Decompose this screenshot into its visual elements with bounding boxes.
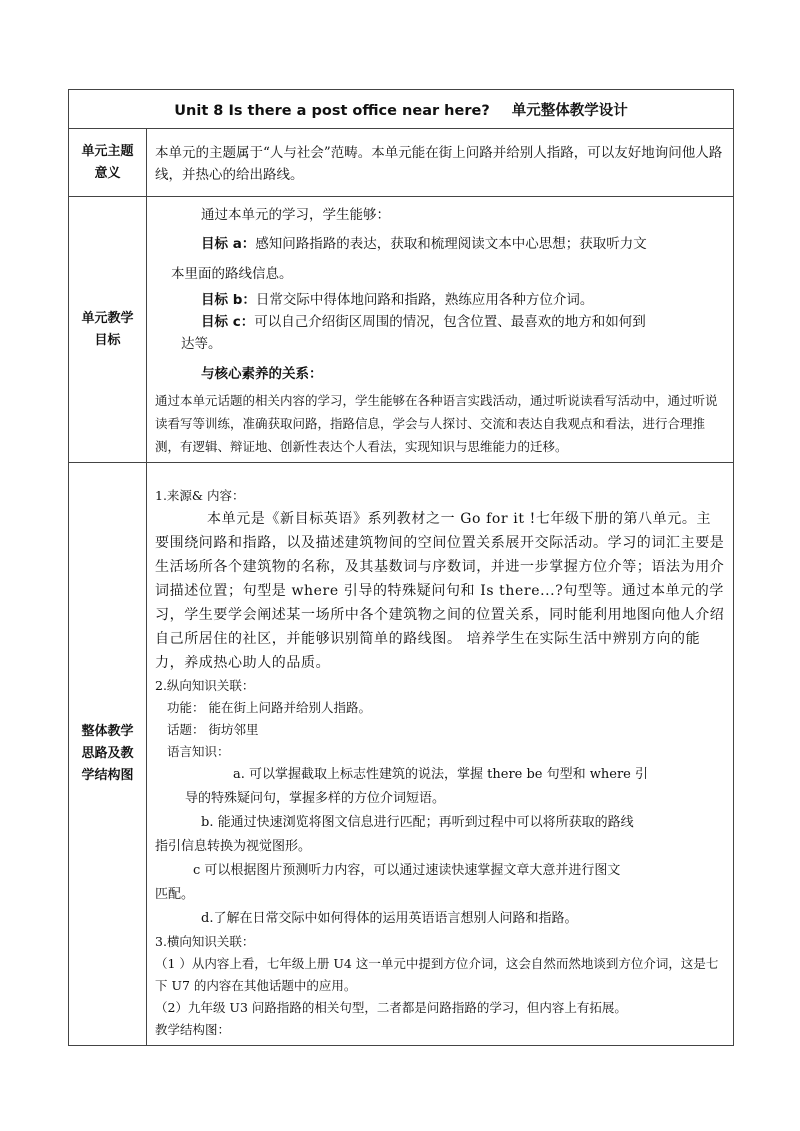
unit-design-table bbox=[68, 89, 734, 1046]
table-title bbox=[69, 90, 734, 129]
core-competency-text: 通过本单元话题的相关内容的学习，学生能够在各种语言实践活动，通过听说读看写活动中，通过听说读看写等训练，准确获取问路，指路信息，学会与人探讨、交流和表达自我观点和看法，进行合理推测，有逻辑、辩证地、创新性表达个人看法，实现知识与思维能力的迁移。 bbox=[155, 393, 718, 454]
language-item-a-cont: 导的特殊疑问句，掌握多样的方位介词短语。 bbox=[185, 791, 446, 806]
function-line: 功能： 能在街上问路并给别人指路。 bbox=[167, 700, 371, 715]
overall-label-line2: 思路及教 bbox=[81, 746, 134, 761]
goal-c-cont: 达等。 bbox=[181, 336, 222, 352]
unit-title: Unit 8 Is there a post office near here? bbox=[174, 102, 490, 119]
goal-a-tag: 目标 a： bbox=[201, 236, 256, 252]
goals-label-line2: 目标 bbox=[94, 332, 121, 348]
source-text-body: 本单元是《新目标英语》系列教材之一 Go for it !七年级下册的第八单元。主要围绕问路和指路，以及描述建筑物间的空间位置关系展开交际活动。学习的词汇主要是生活场所各个建筑物的名称，及其基数词与序数词，并进一步掌握方位介等；语法为用介词描述位置；句型是 where 引导的特殊疑问句和 Is there...?句型等。通过本单元的学习，学生要学会阐述某一场所中各个建筑物之间的位置关系，同时能利用地图向他人介绍自己所居住的社区，并能够识别简单的路线图。 培养学生在实际生活中辨别方向的能力，养成热心助人的品质。 bbox=[155, 511, 725, 671]
goal-a bbox=[155, 229, 725, 259]
language-item-a: a. 可以掌握截取上标志性建筑的说法，掌握 there be 句型和 where 引 bbox=[233, 767, 648, 782]
theme-row bbox=[69, 129, 734, 197]
theme-text: 本单元的主题属于“人与社会”范畴。本单元能在街上问路并给别人指路，可以友好地询问他人路线，并热心的给出路线。 bbox=[155, 145, 723, 183]
structure-heading: 教学结构图： bbox=[155, 1022, 231, 1037]
horizontal-heading: 3.横向知识关联： bbox=[155, 934, 255, 949]
overall-label-line1: 整体教学 bbox=[81, 724, 134, 739]
theme-label bbox=[69, 129, 147, 197]
goal-b-text: 日常交际中得体地问路和指路，熟练应用各种方位介词。 bbox=[255, 292, 594, 308]
goals-content bbox=[147, 197, 734, 463]
design-title: 单元整体教学设计 bbox=[511, 102, 628, 119]
horizontal-item-2: （2）九年级 U3 问路指路的相关句型，二者都是问路指路的学习，但内容上有拓展。 bbox=[155, 1000, 627, 1015]
goal-a-text: 感知问路指路的表达，获取和梳理阅读文本中心思想；获取听力文 bbox=[255, 236, 647, 252]
language-item-c: c 可以根据图片预测听力内容，可以通过速读快速掌握文章大意并进行图文 bbox=[193, 863, 621, 878]
source-heading: 1.来源& 内容： bbox=[155, 488, 245, 503]
horizontal-item-1: （1 ）从内容上看，七年级上册 U4 这一单元中提到方位介词，这会自然而然地谈到方位介词，这是七下 U7 的内容在其他话题中的应用。 bbox=[155, 956, 719, 993]
title-row bbox=[69, 90, 734, 129]
goal-b bbox=[155, 289, 725, 311]
goals-label-line1: 单元教学 bbox=[81, 310, 134, 326]
language-heading: 语言知识： bbox=[167, 744, 230, 759]
topic-line: 话题： 街坊邻里 bbox=[167, 722, 259, 737]
goals-row bbox=[69, 197, 734, 463]
language-item-b-cont: 指引信息转换为视觉图形。 bbox=[155, 839, 312, 854]
goal-c bbox=[155, 311, 725, 333]
theme-label-line2: 意义 bbox=[94, 165, 121, 181]
language-item-b: b. 能通过快速浏览将图文信息进行匹配；再听到过程中可以将所获取的路线 bbox=[201, 815, 634, 830]
goals-intro: 通过本单元的学习，学生能够： bbox=[201, 207, 390, 223]
overall-label-line3: 学结构图 bbox=[81, 768, 134, 783]
goal-a-cont: 本里面的路线信息。 bbox=[171, 266, 293, 282]
theme-content bbox=[147, 129, 734, 197]
goal-b-tag: 目标 b： bbox=[201, 292, 256, 308]
language-item-c-cont: 匹配。 bbox=[155, 887, 195, 902]
vertical-heading: 2.纵向知识关联： bbox=[155, 678, 255, 693]
goal-c-tag: 目标 c： bbox=[201, 314, 255, 330]
goal-c-text: 可以自己介绍街区周围的情况，包含位置、最喜欢的地方和如何到 bbox=[254, 314, 646, 330]
overall-row bbox=[69, 463, 734, 1046]
source-text bbox=[155, 507, 725, 675]
overall-label bbox=[69, 463, 147, 1046]
goals-label bbox=[69, 197, 147, 463]
core-competency-title: 与核心素养的关系： bbox=[201, 366, 323, 382]
theme-label-line1: 单元主题 bbox=[81, 143, 134, 159]
overall-content bbox=[147, 463, 734, 1046]
language-item-d: d.了解在日常交际中如何得体的运用英语语言想别人问路和指路。 bbox=[201, 911, 578, 926]
